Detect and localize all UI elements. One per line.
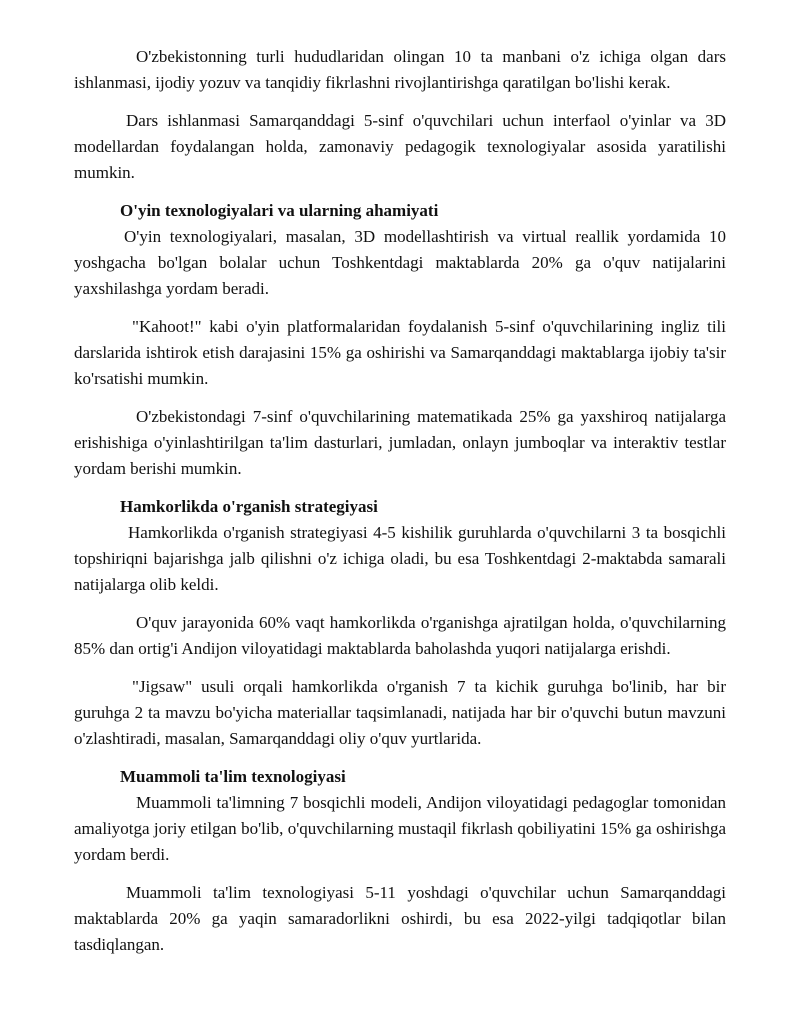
paragraph: Muammoli ta'lim texnologiyasi 5-11 yoshdagi o'quvchilar uchun Samarqanddagi maktablarda 20% ga yaqin samaradorlikni oshirdi, bu esa 2022-yilgi tadqiqotlar bilan tasdiqlangan.	[74, 883, 726, 954]
section-heading: Hamkorlikda o'rganish strategiyasi	[120, 497, 378, 516]
paragraph: Hamkorlikda o'rganish strategiyasi 4-5 kishilik guruhlarda o'quvchilarni 3 ta bosqichli topshiriqni bajarishga jalb qilishni o'z ichiga oladi, bu esa Toshkentdagi 2-maktabda samarali natijalarga olib keldi.	[74, 523, 726, 594]
paragraph: "Jigsaw" usuli orqali hamkorlikda o'rganish 7 ta kichik guruhga bo'linib, har bir guruhga 2 ta mavzu bo'yicha materiallar taqsimlanadi, natijada har bir o'quvchi butun mavzuni o'zlashtiradi, masalan, Samarqanddagi oliy o'quv yurtlarida.	[74, 677, 726, 748]
paragraph: O'zbekistondagi 7-sinf o'quvchilarining matematikada 25% ga yaxshiroq natijalarga erishishiga o'yinlashtirilgan ta'lim dasturlari, jumladan, onlayn jumboqlar va interaktiv testlar yordam berishi mumkin.	[74, 407, 726, 478]
document-page	[74, 44, 726, 958]
paragraph: Dars ishlanmasi Samarqanddagi 5-sinf o'quvchilari uchun interfaol o'yinlar va 3D modellardan foydalangan holda, zamonaviy pedagogik texnologiyalar asosida yaratilishi mumkin.	[74, 111, 726, 182]
paragraph: O'quv jarayonida 60% vaqt hamkorlikda o'rganishga ajratilgan holda, o'quvchilarning 85% dan ortig'i Andijon viloyatidagi maktablarda baholashda yuqori natijalarga erishdi.	[74, 613, 726, 658]
section-heading: Muammoli ta'lim texnologiyasi	[120, 767, 346, 786]
paragraph: O'yin texnologiyalari, masalan, 3D modellashtirish va virtual reallik yordamida 10 yoshgacha bo'lgan bolalar uchun Toshkentdagi maktablarda 20% ga o'quv natijalarini yaxshilashga yordam beradi.	[74, 227, 726, 298]
paragraph: "Kahoot!" kabi o'yin platformalaridan foydalanish 5-sinf o'quvchilarining ingliz tili darslarida ishtirok etish darajasini 15% ga oshirishi va Samarqanddagi maktablarga ijobiy ta'sir ko'rsatishi mumkin.	[74, 317, 726, 388]
paragraph: O'zbekistonning turli hududlaridan olingan 10 ta manbani o'z ichiga olgan dars ishlanmasi, ijodiy yozuv va tanqidiy fikrlashni rivojlantirishga qaratilgan bo'lishi kerak.	[74, 47, 726, 92]
paragraph: Muammoli ta'limning 7 bosqichli modeli, Andijon viloyatidagi pedagoglar tomonidan amaliyotga joriy etilgan bo'lib, o'quvchilarning mustaqil fikrlash qobiliyatini 15% ga oshirishga yordam berdi.	[74, 793, 726, 864]
section-heading: O'yin texnologiyalari va ularning ahamiyati	[120, 201, 439, 220]
